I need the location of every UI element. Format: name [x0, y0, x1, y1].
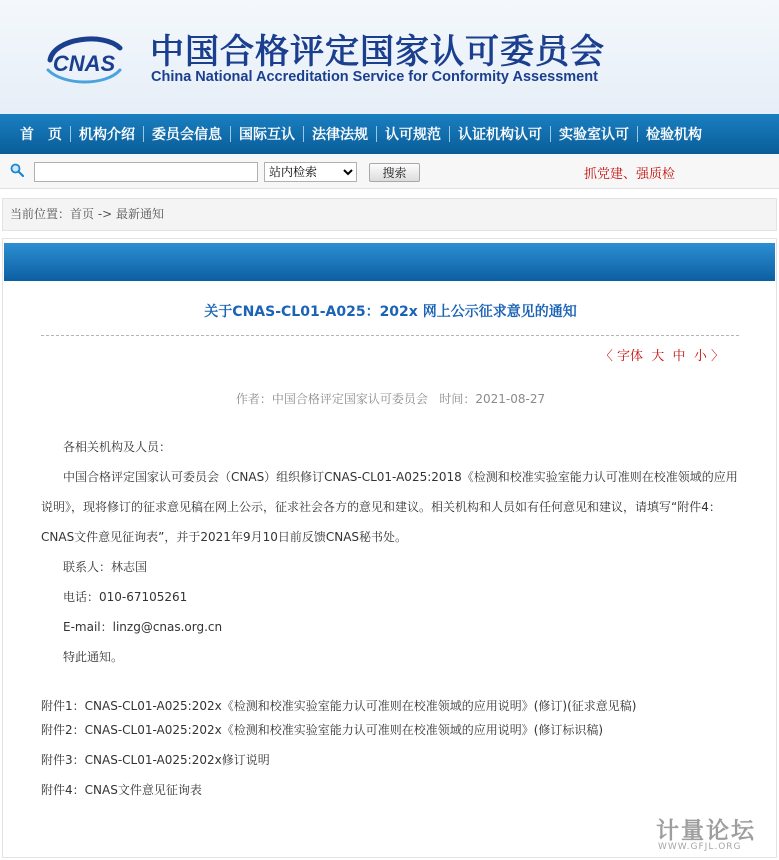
watermark-text-cn: 计量论坛 — [656, 818, 756, 844]
site-title-cn: 中国合格评定国家认可委员会 — [150, 32, 605, 72]
slogan-link[interactable]: 抓党建、强质检 — [584, 167, 676, 182]
breadcrumb-prefix: 当前位置： — [10, 207, 71, 221]
forum-watermark — [656, 812, 774, 854]
search-button[interactable]: 搜索 — [369, 163, 420, 182]
article-header-bar — [4, 243, 775, 281]
nav-item-cert-bodies[interactable]: 认证机构认可 — [458, 127, 542, 143]
watermark-text-en: WWW.GFJL.ORG — [658, 842, 742, 852]
contact-email: E-mail：linzg@cnas.org.cn — [63, 620, 223, 634]
breadcrumb-home-link[interactable]: 首页 — [70, 207, 95, 221]
site-title-en: China National Accreditation Service for Conformity Assessment — [151, 69, 598, 85]
salutation: 各相关机构及人员： — [63, 440, 172, 454]
search-input[interactable] — [34, 162, 258, 182]
nav-item-international[interactable]: 国际互认 — [239, 127, 295, 143]
nav-item-specs[interactable]: 认可规范 — [385, 127, 441, 143]
breadcrumb-current: 最新通知 — [116, 207, 165, 221]
article-container — [2, 238, 777, 858]
attachment-link-2[interactable]: 附件2：CNAS-CL01-A025:202x《检测和校准实验室能力认可准则在校准领域的应用说明》(修订标识稿) — [41, 723, 604, 737]
attachment-list — [41, 694, 636, 802]
nav-item-laws[interactable]: 法律法规 — [312, 127, 368, 143]
cnas-logo[interactable] — [44, 30, 124, 88]
search-scope-select[interactable] — [264, 162, 357, 182]
article-title: 关于CNAS-CL01-A025：202x 网上公示征求意见的通知 — [204, 304, 577, 320]
main-nav — [0, 114, 779, 154]
article-meta — [3, 390, 778, 407]
font-size-label: 字体 — [616, 349, 643, 364]
font-size-close-bracket: 〉 — [710, 349, 724, 364]
author-value: 中国合格评定国家认可委员会 — [271, 392, 428, 406]
contact-person: 联系人：林志国 — [63, 560, 148, 574]
font-size-medium-button[interactable]: 中 — [672, 349, 686, 364]
font-size-open-bracket: 〈 — [599, 349, 613, 364]
author-label: 作者： — [235, 392, 272, 406]
time-value: 2021-08-27 — [475, 392, 546, 406]
body-paragraph: 中国合格评定国家认可委员会（CNAS）组织修订CNAS-CL01-A025:2018《检测和校准实验室能力认可准则在校准领域的应用说明》，现将修订的征求意见稿在网上公示，征求社会各方的意见和建议。相关机构和人员如有任何意见和建议，请填写“附件4：CNAS文件意见征询表”，并于2021年9月10日前反馈CNAS秘书处。 — [41, 470, 738, 544]
nav-item-about[interactable]: 机构介绍 — [79, 127, 135, 143]
nav-item-inspection[interactable]: 检验机构 — [646, 127, 702, 143]
attachment-link-1[interactable]: 附件1：CNAS-CL01-A025:202x《检测和校准实验室能力认可准则在校准领域的应用说明》(修订)(征求意见稿) — [41, 699, 637, 713]
title-divider — [41, 335, 739, 336]
time-label: 时间： — [439, 392, 476, 406]
closing-line: 特此通知。 — [63, 650, 124, 664]
font-size-switcher — [600, 345, 724, 364]
search-icon — [10, 163, 24, 177]
contact-phone: 电话：010-67105261 — [63, 590, 188, 604]
breadcrumb-separator: -> — [94, 207, 117, 221]
nav-item-committee[interactable]: 委员会信息 — [152, 127, 222, 143]
font-size-large-button[interactable]: 大 — [651, 349, 665, 364]
nav-item-home[interactable]: 首 页 — [20, 127, 62, 143]
font-size-small-button[interactable]: 小 — [693, 349, 707, 364]
logo-text: CNAS — [52, 51, 116, 76]
attachment-link-3[interactable]: 附件3：CNAS-CL01-A025:202x修订说明 — [41, 753, 270, 767]
breadcrumb — [2, 198, 777, 231]
site-header — [0, 0, 779, 114]
attachment-link-4[interactable]: 附件4：CNAS文件意见征询表 — [41, 783, 202, 797]
article-body — [41, 432, 739, 672]
nav-item-labs[interactable]: 实验室认可 — [559, 127, 629, 143]
